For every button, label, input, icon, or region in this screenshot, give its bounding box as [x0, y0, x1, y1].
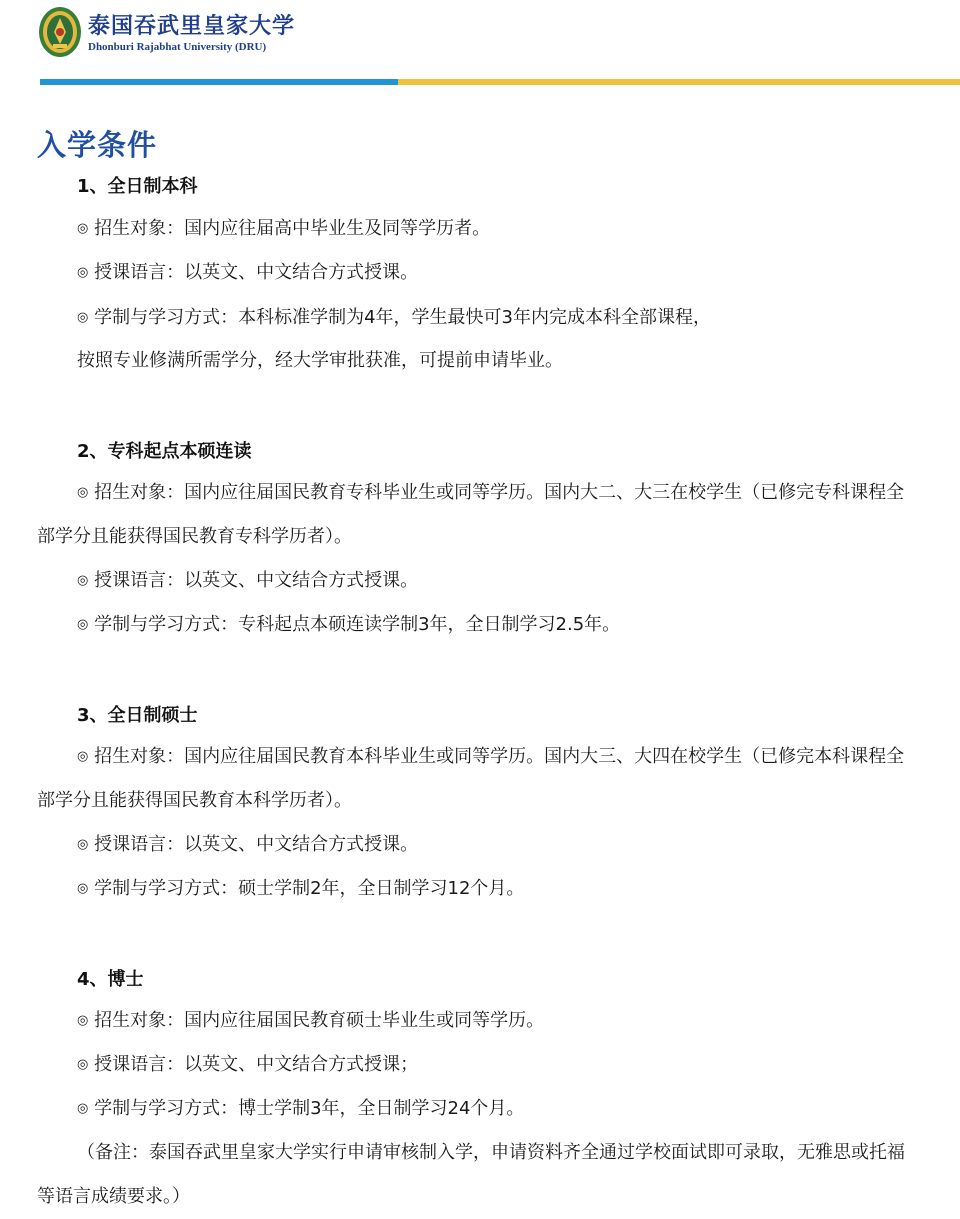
list-item: ◎ 授课语言：以英文、中文结合方式授课。 [77, 262, 419, 283]
bullet-icon: ◎ [77, 485, 89, 500]
list-item: ◎ 学制与学习方式：本科标准学制为4年，学生最快可3年内完成本科全部课程， [77, 307, 711, 328]
list-item: ◎ 招生对象：国内应往届高中毕业生及同等学历者。 [77, 218, 491, 239]
bullet-icon: ◎ [77, 1101, 89, 1116]
section-heading: 2、专科起点本硕连读 [77, 441, 252, 462]
list-item: ◎ 授课语言：以英文、中文结合方式授课。 [77, 570, 419, 591]
list-item: ◎ 学制与学习方式：博士学制3年，全日制学习24个月。 [77, 1098, 525, 1119]
bullet-icon: ◎ [77, 310, 89, 325]
section-heading: 4、博士 [77, 969, 144, 990]
divider-yellow-segment [398, 79, 960, 85]
divider-blue-segment [40, 79, 398, 85]
university-name-cn: 泰国吞武里皇家大学 [88, 13, 296, 39]
bullet-icon: ◎ [77, 837, 89, 852]
page-header [0, 0, 960, 90]
list-item-continuation: 按照专业修满所需学分，经大学审批获准，可提前申请毕业。 [77, 350, 563, 371]
admission-note: （备注：泰国吞武里皇家大学实行申请审核制入学，申请资料齐全通过学校面试即可录取，无雅思或托福等语言成绩要求。） [37, 1142, 905, 1207]
section-heading: 3、全日制硕士 [77, 705, 198, 726]
page-title: 入学条件 [37, 128, 158, 162]
list-item: ◎ 学制与学习方式：专科起点本硕连读学制3年，全日制学习2.5年。 [77, 614, 621, 635]
header-divider-bar [40, 79, 960, 85]
list-item: ◎ 招生对象：国内应往届国民教育硕士毕业生或同等学历。 [77, 1010, 545, 1031]
list-item: ◎ 授课语言：以英文、中文结合方式授课； [77, 1054, 419, 1075]
list-item: ◎ 招生对象：国内应往届国民教育本科毕业生或同等学历。国内大三、大四在校学生（已修完本科课程全部学分且能获得国民教育本科学历者）。 [37, 746, 905, 811]
bullet-icon: ◎ [77, 881, 89, 896]
bullet-icon: ◎ [77, 1013, 89, 1028]
university-seal-icon [38, 6, 82, 58]
bullet-icon: ◎ [77, 573, 89, 588]
list-item: ◎ 招生对象：国内应往届国民教育专科毕业生或同等学历。国内大二、大三在校学生（已修完专科课程全部学分且能获得国民教育专科学历者）。 [37, 482, 905, 547]
bullet-icon: ◎ [77, 265, 89, 280]
bullet-icon: ◎ [77, 749, 89, 764]
list-item: ◎ 授课语言：以英文、中文结合方式授课。 [77, 834, 419, 855]
bullet-icon: ◎ [77, 1057, 89, 1072]
university-name-en: Dhonburi Rajabhat University (DRU) [88, 41, 267, 53]
list-item: ◎ 学制与学习方式：硕士学制2年，全日制学习12个月。 [77, 878, 525, 899]
bullet-icon: ◎ [77, 617, 89, 632]
bullet-icon: ◎ [77, 221, 89, 236]
section-heading: 1、全日制本科 [77, 176, 198, 197]
